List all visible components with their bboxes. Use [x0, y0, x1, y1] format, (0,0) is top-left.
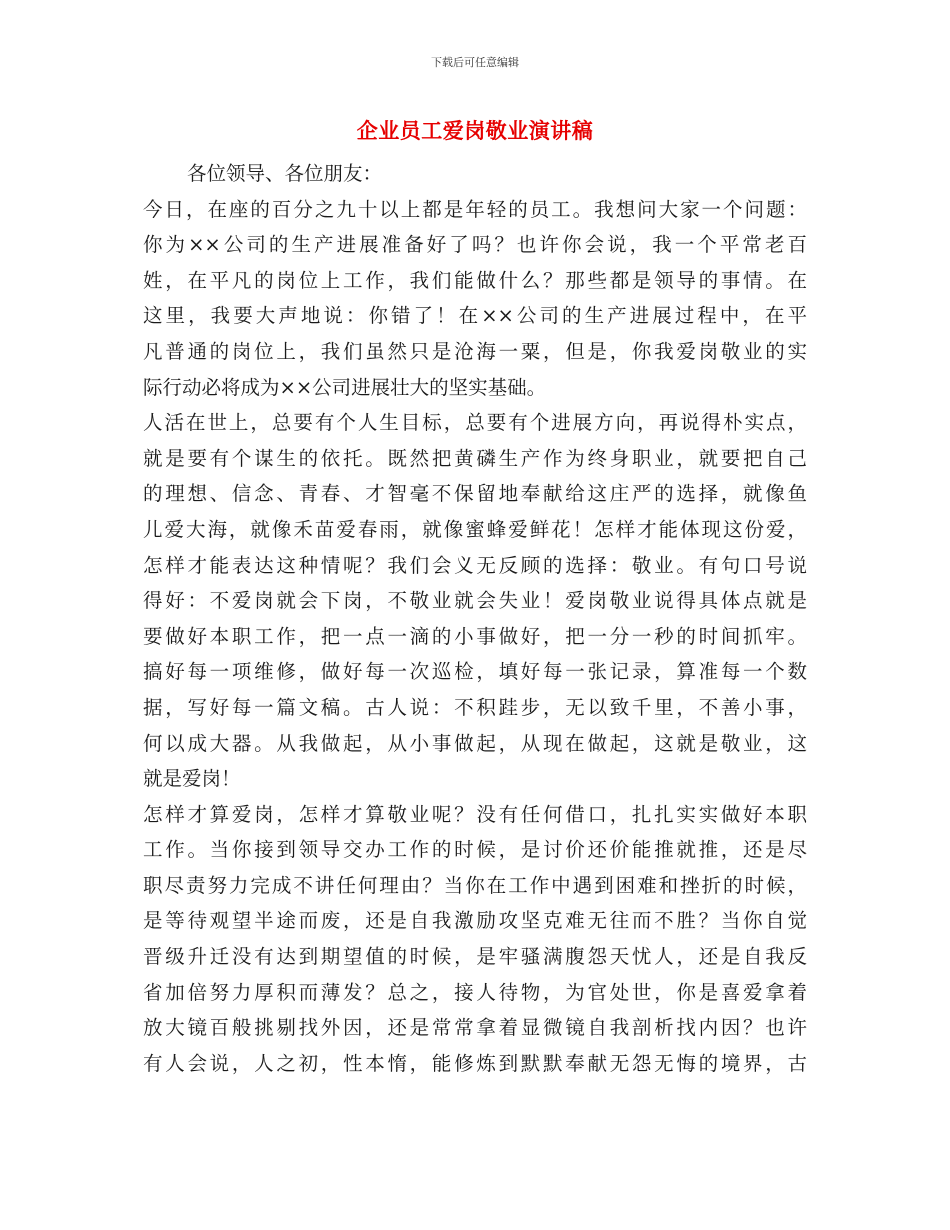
text-line: 何以成大器。从我做起，从小事做起，从现在做起，这就是敬业，这: [143, 731, 807, 755]
text-line: 凡普通的岗位上，我们虽然只是沧海一粟，但是，你我爱岗敬业的实: [143, 339, 807, 363]
text-line: 就是爱岗！: [143, 767, 241, 791]
text-line: 姓，在平凡的岗位上工作，我们能做什么？那些都是领导的事情。在: [143, 268, 807, 292]
document-title: 企业员工爱岗敬业演讲稿: [356, 119, 594, 143]
text-line: 的理想、信念、青春、才智毫不保留地奉献给这庄严的选择，就像鱼: [143, 482, 807, 506]
text-line: 你为××公司的生产进展准备好了吗？也许你会说，我一个平常老百: [143, 233, 807, 257]
text-line: 怎样才算爱岗，怎样才算敬业呢？没有任何借口，扎扎实实做好本职: [143, 802, 807, 826]
text-line: 搞好每一项维修，做好每一次巡检，填好每一张记录，算准每一个数: [143, 660, 807, 684]
text-line: 放大镜百般挑剔找外因，还是常常拿着显微镜自我剖析找内因？也许: [143, 1016, 807, 1040]
salutation: 各位领导、各位朋友：: [187, 162, 383, 185]
text-line: 要做好本职工作，把一点一滴的小事做好，把一分一秒的时间抓牢。: [143, 624, 807, 648]
paragraph-2: [143, 405, 807, 797]
paragraph-3: [143, 797, 807, 1082]
document-body: [143, 156, 807, 1081]
text-line: 怎样才能表达这种情呢？我们会义无反顾的选择：敬业。有句口号说: [143, 553, 807, 577]
paragraph-1: [143, 192, 807, 406]
text-line: 儿爱大海，就像禾苗爱春雨，就像蜜蜂爱鲜花！怎样才能体现这份爱，: [143, 517, 807, 541]
text-line: 有人会说，人之初，性本惰，能修炼到默默奉献无怨无悔的境界，古: [143, 1051, 807, 1075]
text-line: 人活在世上，总要有个人生目标，总要有个进展方向，再说得朴实点，: [143, 411, 807, 435]
text-line: 据，写好每一篇文稿。古人说：不积跬步，无以致千里，不善小事，: [143, 695, 807, 719]
text-line: 职尽责努力完成不讲任何理由？当你在工作中遇到困难和挫折的时候，: [143, 873, 807, 897]
text-line: 际行动必将成为××公司进展壮大的坚实基础。: [143, 375, 547, 399]
text-line: 是等待观望半途而废，还是自我激励攻坚克难无往而不胜？当你自觉: [143, 909, 807, 933]
text-line: 晋级升迁没有达到期望值的时候，是牢骚满腹怨天忧人，还是自我反: [143, 945, 807, 969]
text-line: 得好：不爱岗就会下岗，不敬业就会失业！爱岗敬业说得具体点就是: [143, 589, 807, 613]
text-line: 省加倍努力厚积而薄发？总之，接人待物，为官处世，你是喜爱拿着: [143, 980, 807, 1004]
header-note: 下载后可任意编辑: [431, 56, 519, 69]
text-line: 这里，我要大声地说：你错了！在××公司的生产进展过程中，在平: [143, 304, 807, 328]
text-line: 今日，在座的百分之九十以上都是年轻的员工。我想问大家一个问题：: [143, 197, 807, 221]
text-line: 工作。当你接到领导交办工作的时候，是讨价还价能推就推，还是尽: [143, 838, 807, 862]
text-line: 就是要有个谋生的依托。既然把黄磷生产作为终身职业，就要把自己: [143, 446, 807, 470]
